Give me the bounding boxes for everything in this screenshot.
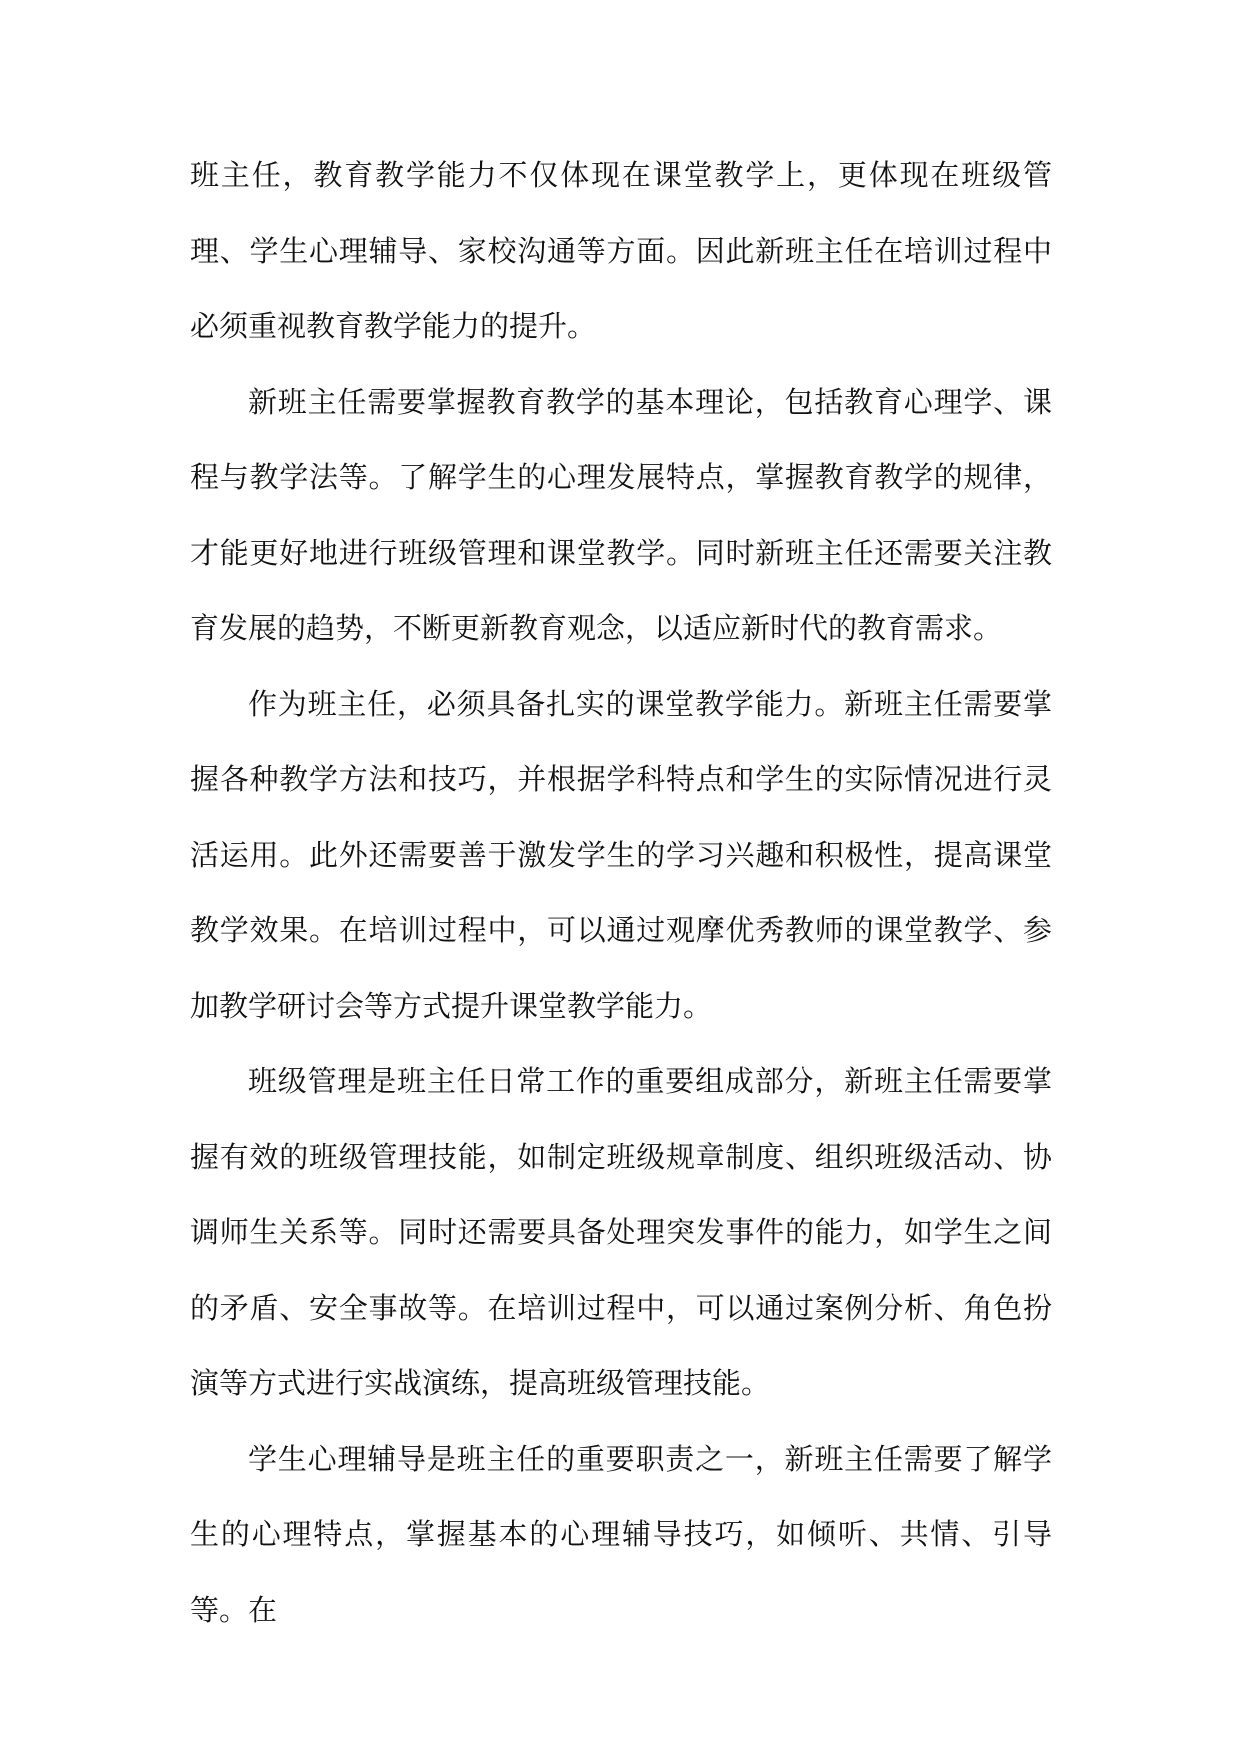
paragraph-classroom-teaching: 作为班主任，必须具备扎实的课堂教学能力。新班主任需要掌握各种教学方法和技巧，并根据学科特点和学生的实际情况进行灵活运用。此外还需要善于激发学生的学习兴趣和积极性，提高课堂教学效果。在培训过程中，可以通过观摩优秀教师的课堂教学、参加教学研讨会等方式提升课堂教学能力。 (190, 686, 1052, 1023)
paragraph-class-management: 班级管理是班主任日常工作的重要组成部分，新班主任需要掌握有效的班级管理技能，如制定班级规章制度、组织班级活动、协调师生关系等。同时还需要具备处理突发事件的能力，如学生之间的矛盾、安全事故等。在培训过程中，可以通过案例分析、角色扮演等方式进行实战演练，提高班级管理技能。 (190, 1064, 1052, 1400)
paragraph-psychological-counseling: 学生心理辅导是班主任的重要职责之一，新班主任需要了解学生的心理特点，掌握基本的心理辅导技巧，如倾听、共情、引导等。在 (190, 1441, 1052, 1627)
body-text (190, 138, 1052, 1648)
paragraph-theory: 新班主任需要掌握教育教学的基本理论，包括教育心理学、课程与教学法等。了解学生的心理发展特点，掌握教育教学的规律，才能更好地进行班级管理和课堂教学。同时新班主任还需要关注教育发展的趋势，不断更新教育观念，以适应新时代的教育需求。 (190, 384, 1052, 645)
paragraph-continuation: 班主任，教育教学能力不仅体现在课堂教学上，更体现在班级管理、学生心理辅导、家校沟通等方面。因此新班主任在培训过程中必须重视教育教学能力的提升。 (190, 158, 1052, 343)
